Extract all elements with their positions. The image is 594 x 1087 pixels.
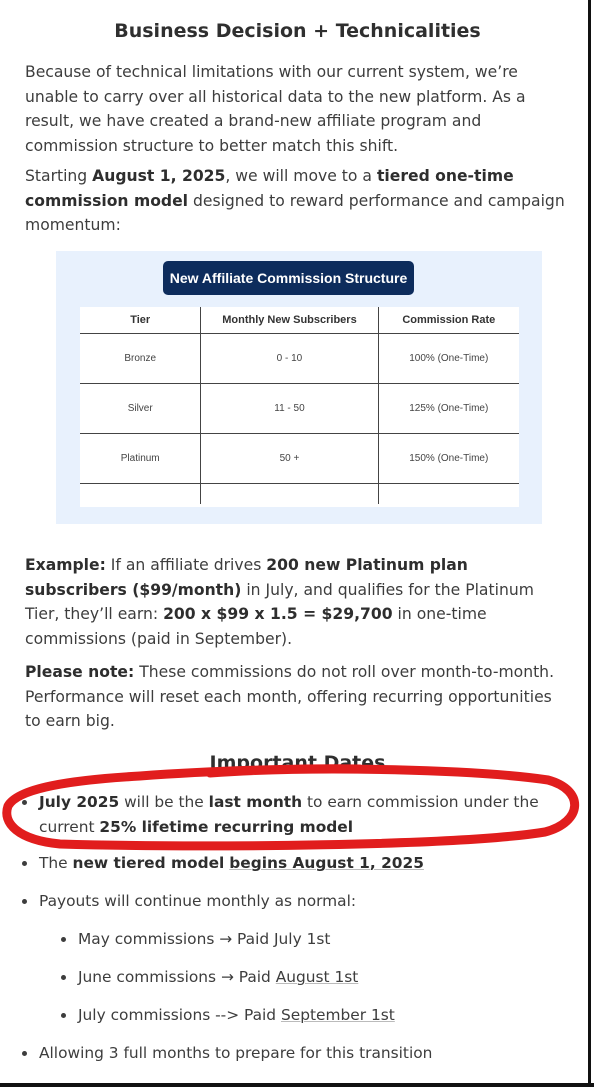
sub-list-text: Paid bbox=[238, 968, 276, 986]
tier-cell: Platinum bbox=[80, 434, 201, 484]
list-item-new-model bbox=[39, 851, 549, 876]
starting-text: designed to reward performance and campaign momentum: bbox=[25, 191, 565, 234]
column-header: Monthly New Subscribers bbox=[201, 307, 378, 334]
example-calculation: 200 x $99 x 1.5 = $29,700 bbox=[163, 605, 393, 623]
note-paragraph bbox=[25, 660, 570, 734]
date-bold: July 2025 bbox=[39, 793, 120, 811]
sub-list-text: July commissions bbox=[78, 1006, 211, 1024]
tier-cell: Bronze bbox=[80, 334, 201, 384]
new-model-bold: new tiered model bbox=[72, 854, 225, 872]
paid-date: July 1st bbox=[274, 930, 331, 948]
important-dates-title: Important Dates bbox=[209, 752, 386, 774]
starting-text: , we will move to a bbox=[225, 167, 377, 185]
arrow-icon: → bbox=[216, 968, 239, 986]
intro-paragraph: Because of technical limitations with our current system, we’re unable to carry over all historical data to the new platform. As a result, we have created a brand-new affiliate program and commission structure to better match this shift. bbox=[25, 63, 526, 155]
commission-table bbox=[80, 307, 519, 504]
subscribers-cell: 0 - 10 bbox=[201, 334, 378, 384]
subscribers-cell: 11 - 50 bbox=[201, 384, 378, 434]
list-item-last-month bbox=[39, 790, 549, 839]
column-header: Tier bbox=[80, 307, 201, 334]
example-text: in one-time commissions (paid in September). bbox=[25, 605, 487, 648]
tier-cell: Silver bbox=[80, 384, 201, 434]
paid-date-link[interactable]: August 1st bbox=[275, 968, 359, 986]
list-text: to earn commission under the current bbox=[39, 793, 539, 836]
list-text: will be the bbox=[119, 793, 209, 811]
rate-cell: 100% (One-Time) bbox=[378, 334, 519, 384]
arrow-icon: → bbox=[214, 930, 238, 948]
subscribers-cell: 50 + bbox=[201, 434, 378, 484]
bullet-icon bbox=[22, 1051, 27, 1056]
sub-list-item bbox=[78, 1003, 548, 1028]
table-empty-row bbox=[80, 484, 519, 505]
list-text: The bbox=[39, 854, 73, 872]
table-row bbox=[80, 334, 519, 384]
starting-text: Starting bbox=[25, 167, 93, 185]
section-title: Business Decision + Technicalities bbox=[114, 20, 481, 42]
start-date: August 1, 2025 bbox=[92, 167, 226, 185]
example-paragraph bbox=[25, 553, 570, 651]
sub-list-text: June commissions bbox=[78, 968, 217, 986]
last-month-bold: last month bbox=[208, 793, 303, 811]
sub-list-text: May commissions bbox=[78, 930, 215, 948]
example-text: If an affiliate drives bbox=[105, 556, 267, 574]
starting-paragraph bbox=[25, 164, 570, 238]
sub-list-text: Paid bbox=[244, 1006, 281, 1024]
example-label: Example: bbox=[25, 556, 106, 574]
bullet-icon bbox=[22, 800, 27, 805]
table-row bbox=[80, 384, 519, 434]
paid-date-link[interactable]: September 1st bbox=[280, 1006, 395, 1024]
list-text: Allowing 3 full months to prepare for this transition bbox=[39, 1044, 433, 1062]
model-name: tiered one-time commission model bbox=[25, 167, 514, 210]
commission-table-card bbox=[56, 251, 542, 524]
note-text: These commissions do not roll over month-to-month. Performance will reset each month, offering recurring opportunities to earn big. bbox=[25, 663, 555, 730]
list-text: Payouts will continue monthly as normal: bbox=[39, 892, 357, 910]
commission-table-sheet bbox=[80, 307, 519, 507]
table-row bbox=[80, 434, 519, 484]
recurring-model-bold: 25% lifetime recurring model bbox=[99, 817, 354, 836]
bottom-frame-border bbox=[0, 1083, 594, 1087]
rate-cell: 125% (One-Time) bbox=[378, 384, 519, 434]
empty-cell bbox=[378, 484, 519, 505]
example-text: in July, and qualifies for the Platinum Tier, they’ll earn: bbox=[25, 580, 534, 623]
table-header-row bbox=[80, 307, 519, 334]
column-header: Commission Rate bbox=[378, 307, 519, 334]
bullet-icon bbox=[22, 861, 27, 866]
bullet-icon bbox=[61, 1013, 66, 1018]
empty-cell bbox=[80, 484, 201, 505]
begin-date-link[interactable]: begins August 1, 2025 bbox=[229, 854, 424, 872]
sub-list-item bbox=[78, 927, 548, 952]
bullet-icon bbox=[61, 975, 66, 980]
bullet-icon bbox=[22, 899, 27, 904]
commission-table-title: New Affiliate Commission Structure bbox=[163, 261, 414, 295]
arrow-icon: --> bbox=[210, 1006, 245, 1024]
note-label: Please note: bbox=[25, 663, 135, 681]
rate-cell: 150% (One-Time) bbox=[378, 434, 519, 484]
sub-list-text: Paid bbox=[237, 930, 275, 948]
empty-cell bbox=[201, 484, 378, 505]
bullet-icon bbox=[61, 937, 66, 942]
sub-list-item bbox=[78, 965, 548, 990]
right-frame-border bbox=[588, 0, 591, 1087]
list-item-transition bbox=[39, 1041, 549, 1066]
list-item-payouts bbox=[39, 889, 549, 914]
example-bold: 200 new Platinum plan subscribers ($99/month) bbox=[25, 556, 468, 599]
